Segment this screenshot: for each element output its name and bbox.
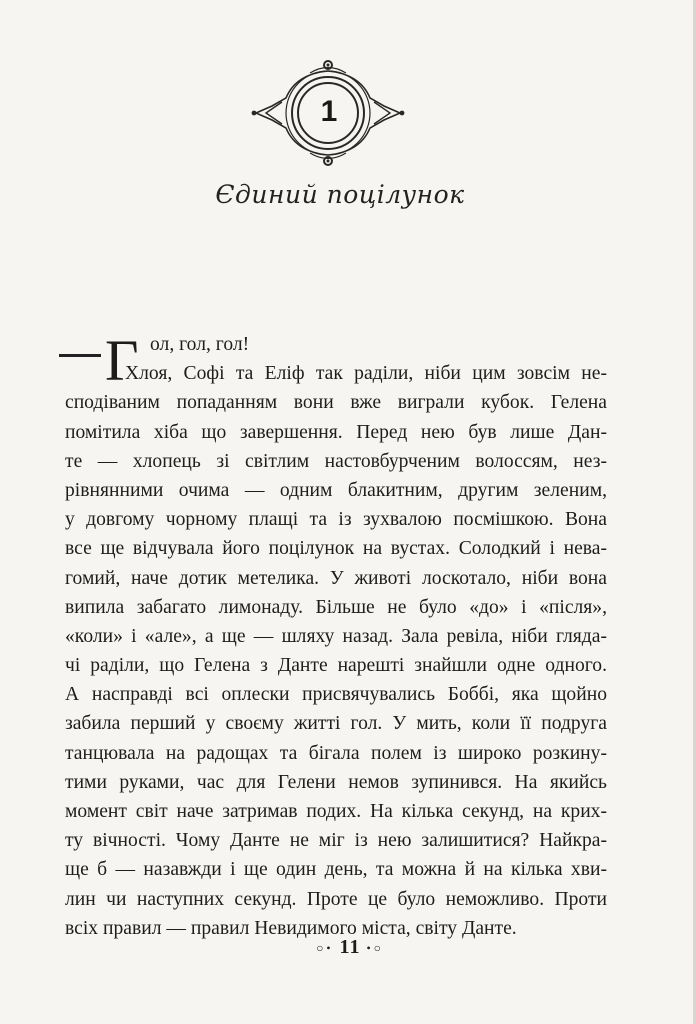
dots-left-icon: ○• — [316, 940, 334, 955]
text-line: чі раділи, що Гелена з Данте нарешті знайшли одне одного. — [65, 655, 607, 677]
text-line: те — хлопець зі світлим настовбурченим волоссям, нез- — [65, 450, 607, 472]
text-line: Хлоя, Софі та Еліф так раділи, ніби цим зовсім не- — [125, 363, 607, 385]
text-line: ще б — назавжди і ще один день, та можна й на кілька хви- — [65, 859, 607, 881]
text-line: помітила хіба що завершення. Перед нею був лише Дан- — [65, 421, 607, 443]
text-line: момент світ наче затримав подих. На кілька секунд, на крих- — [65, 801, 607, 822]
chapter-number: 1 — [320, 95, 338, 128]
dots-right-icon: •○ — [366, 940, 384, 955]
text-line: гомий, наче дотик метелика. У животі лоскотало, ніби вона — [65, 567, 607, 589]
text-line: всіх правил — правил Невидимого міста, світу Данте. — [65, 917, 517, 939]
text-line: забила перший у своєму житті гол. У мить, коли її подруга — [65, 713, 607, 735]
text-line: А насправді всі оплески присвячувались Боббі, яка щойно — [65, 684, 607, 706]
page-number: 11 — [339, 936, 361, 958]
text-line: лин чи наступних секунд. Проте це було неможливо. Проти — [65, 888, 607, 910]
text-line: у довгому чорному плащі та із зухвалою посмішкою. Вона — [65, 509, 607, 531]
text-line: ту вічності. Чому Данте не міг із нею залишитися? Найкра- — [65, 830, 607, 852]
chapter-title: Єдиний поцілунок — [215, 180, 465, 209]
text-line: сподіваним попаданням вони вже виграли кубок. Гелена — [65, 392, 607, 414]
first-line-text: ол, гол, гол! — [150, 334, 250, 355]
text-line: випила забагато лимонаду. Більше не було «до» і «після», — [65, 596, 607, 618]
text-line: рівнянними очима — одним блакитним, другим зеленим, — [65, 479, 607, 501]
text-line: танцювала на радощах та бігала полем із широко розкину- — [65, 742, 607, 764]
text-line: «коли» і «але», а ще — шляху назад. Зала ревіла, ніби глядa- — [65, 625, 607, 647]
text-line: все ще відчувала його поцілунок на вустах. Солодкий і нева- — [65, 538, 607, 560]
chapter-body — [65, 330, 607, 943]
em-dash — [59, 354, 101, 357]
text-line: тими руками, час для Гелени немов зупинився. На якийсь — [65, 771, 607, 793]
page-number-footer — [280, 936, 420, 959]
drop-cap: Г — [105, 328, 139, 393]
